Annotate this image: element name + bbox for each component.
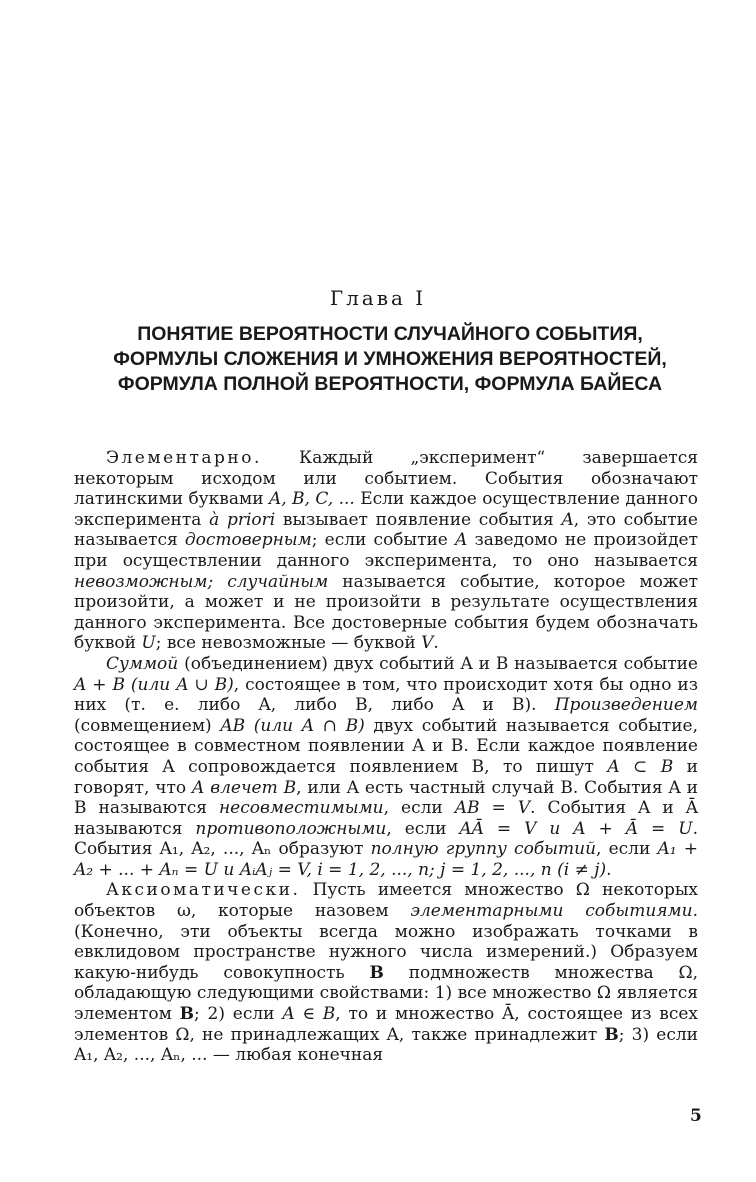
- term-elementary-events: элементарными событиями: [410, 901, 693, 922]
- paragraph-axiomatic: Аксиоматически. Пусть имеется множество Ω некоторых объектов ω, которые назовем элементарными событиями. (Конечно, эти объекты всегда можно изображать точками в евклидовом пространстве нужного числа измерений.) Образуем какую-нибудь совокупность B подмножеств множества Ω, обладающую следующими свойствами: 1) все множество Ω является элементом B; 2) если A ∈ B, то и множество Ā, состоящее из всех элементов Ω, не принадлежащих A, также принадлежит B; 3) если A₁, A₂, ..., Aₙ, ... — любая конечная: [74, 880, 699, 1066]
- paragraph-lead: Аксиоматически.: [106, 880, 301, 901]
- formula: AB = V: [454, 798, 531, 819]
- set-symbol: B: [369, 962, 384, 983]
- paragraph-elementary: Элементарно. Каждый „эксперимент“ завершается некоторым исходом или событием. События обозначают латинскими буквами A, B, C, ... Если каждое осуществление данного эксперимента à priori вызывает появление события A, это событие называется достоверным; если событие A заведомо не произойдет при осуществлении данного эксперимента, то оно называется невозможным; случайным называется событие, которое может произойти, а может и не произойти в результате осуществления данного эксперимента. Все достоверные события будем обозначать буквой U; все невозможные — буквой V.: [74, 448, 699, 654]
- term-impossible-random: невозможным; случайным: [74, 571, 329, 592]
- term-incompatible: несовместимыми: [218, 798, 384, 819]
- set-symbol: B: [604, 1024, 619, 1045]
- body-text: [74, 448, 698, 1066]
- chapter-title-line: ПОНЯТИЕ ВЕРОЯТНОСТИ СЛУЧАЙНОГО СОБЫТИЯ,: [137, 323, 643, 345]
- page-number: 5: [690, 1106, 702, 1126]
- term-certain: достоверным: [184, 530, 312, 551]
- latin-phrase: à priori: [209, 509, 276, 530]
- chapter-title: [80, 322, 700, 397]
- set-symbol: B: [179, 1004, 195, 1025]
- formula: A ⊂ B: [607, 756, 674, 777]
- term-opposite: противоположными: [195, 818, 387, 839]
- term-sum: Суммой: [106, 653, 179, 674]
- term-product: Произведением: [554, 695, 698, 716]
- formula: A₁ + A₂ + ... + Aₙ = U и AᵢAⱼ = V, i = 1, 2, ..., n; j = 1, 2, ..., n (i ≠ j): [74, 839, 698, 880]
- formula: AB (или A ∩ B): [220, 715, 365, 736]
- term-full-group: полную группу событий: [370, 839, 597, 860]
- formula: A ∈ B: [282, 1004, 336, 1025]
- formula: A влечет B: [192, 777, 297, 798]
- chapter-title-line: ФОРМУЛА ПОЛНОЙ ВЕРОЯТНОСТИ, ФОРМУЛА БАЙЕСА: [117, 373, 663, 395]
- formula: A + B (или A ∪ B): [74, 674, 234, 695]
- chapter-heading: Глава I: [329, 286, 427, 310]
- formula: AĀ = V и A + Ā = U: [459, 818, 693, 839]
- math-symbols: A, B, C, ...: [268, 489, 355, 510]
- paragraph-operations: Суммой (объединением) двух событий A и B называется событие A + B (или A ∪ B), состоящее в том, что происходит хотя бы одно из них (т. е. либо A, либо B, либо A и B). Произведением (совмещением) AB (или A ∩ B) двух событий называется событие, состоящее в совместном появлении A и B. Если каждое появление события A сопровождается появлением B, то пишут A ⊂ B и говорят, что A влечет B, или A есть частный случай B. События A и B называются несовместимыми, если AB = V. События A и Ā называются противоположными, если AĀ = V и A + Ā = U. События A₁, A₂, ..., Aₙ образуют полную группу событий, если A₁ + A₂ + ... + Aₙ = U и AᵢAⱼ = V, i = 1, 2, ..., n; j = 1, 2, ..., n (i ≠ j).: [74, 653, 699, 880]
- paragraph-lead: Элементарно.: [106, 448, 262, 468]
- chapter-title-line: ФОРМУЛЫ СЛОЖЕНИЯ И УМНОЖЕНИЯ ВЕРОЯТНОСТЕЙ,: [113, 348, 667, 370]
